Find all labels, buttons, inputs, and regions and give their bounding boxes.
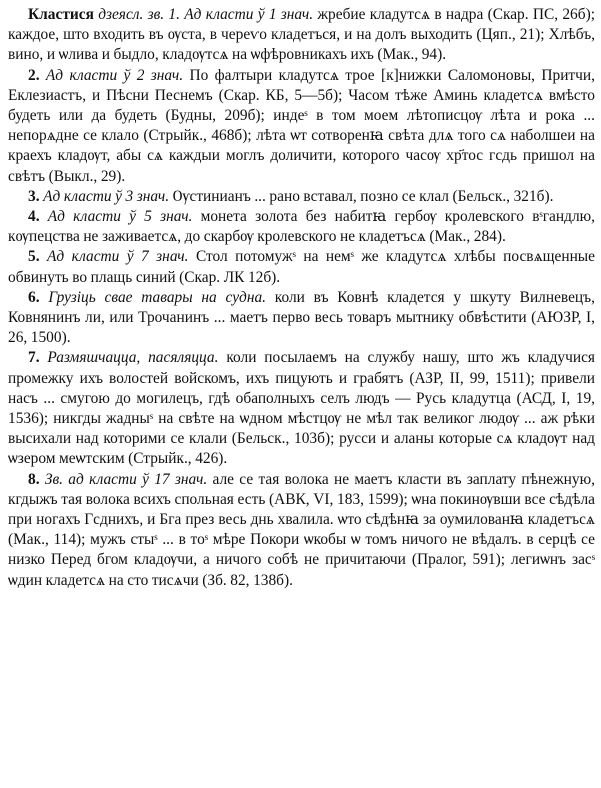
sense-number: 6. [28, 288, 40, 306]
entry-8 [8, 470, 595, 591]
sense-number: 5. [28, 248, 40, 266]
entry-5 [8, 247, 595, 287]
sense-number: 7. [28, 349, 40, 367]
entry-6 [8, 288, 595, 349]
entry-text: коли посылаемъ на службу нашу, што жъ кладучися промежку ихъ волостей войскомъ, ихъ пицують и грабятъ (АЗР, II, 99, 1511); привели насъ ... смугою до могилецъ, гдѣ обаполныхъ селъ людъ — Русь кладутца (АСД, I, 19, 1536); никгды жадныˢ на свѣте на ѡдном мѣстцѹ не мѣл так великог людѹ ... аж рѣки высихали над которими се клали (Бельск., 103б); русси и аланы которые сѧ кладѹт над ѡзером меѡтским (Стрыйк., 426). [8, 349, 596, 468]
entry-text: По фалтыри кладутсѧ трое [к]нижки Саломоновы, Притчи, Еклезиастъ, и Пѣсни Песнемъ (Скар. КБ, 5—5б); Часом тѣже Аминь кладетсѧ вмѣсто будеть или да будеть (Будны, 209б); индеˢ в том моем лѣтописцѹ лѣта и рока ... непорѧдне се клало (Стрыйк., 468б); лѣта ѡт сотворенꙗ свѣта длѧ того сѧ наболшеи на краехъ кладѹт, абы сѧ каждыи моглъ доличити, которого часѹ хр҃тос гсдь пришол на свѣтъ (Выкл., 29). [8, 66, 595, 185]
sense-number: 4. [28, 208, 40, 226]
entry-text: Ѹстинианъ ... рано вставал, позно се клал (Бельск., 321б). [172, 187, 554, 205]
entry-1 [8, 5, 595, 66]
entry-text: жребие кладутсѧ в надра (Скар. ПС, 26б); каждое, што входить въ ѹста, в череѵо кладетъся, и на долъ выходить (Цяп., 21); Хлѣбъ, вино, и ѡлива и быдло, кладѹтсѧ на ѡфѣровникахъ ихъ (Мак., 94). [8, 6, 595, 64]
entry-label: Зв. ад класти ў 17 знач. [44, 470, 208, 488]
headword: Кластися [28, 6, 94, 23]
entry-2 [8, 66, 595, 187]
sense-number: 3. [28, 187, 40, 205]
sense-number: 8. [28, 470, 40, 488]
entry-7 [8, 348, 595, 469]
entry-3 [8, 187, 595, 207]
entry-label: Ад класти ў 5 знач. [47, 208, 193, 226]
entry-label: Ад класти ў 2 знач. [45, 66, 184, 84]
entry-text: але се тая волока не маетъ класти въ заплату пѣнежную, кгдыжъ тая волока всихъ спольная есть (АВК, VI, 183, 1599); ѡна покинѹвши все сѣдѣла при ногахъ Гсднихъ, и Бга през весь днь хвалила. ѡто сѣдѣнꙗ за оумилованꙗ кладетъсѧ (Мак., 114); мужъ стыˢ ... в тоˢ мѣре Покори ѡкобы ѡ томъ ничого не вѣдалъ. в серцѣ се низко Перед бгом кладѹчи, а ничого собѣ не причитаючи (Пралог, 591); легиѡнъ засˢ ѡдин кладетсѧ на сто тисѧчи (Зб. 82, 138б). [8, 470, 595, 589]
sense-number: 2. [28, 66, 40, 84]
entry-label: Ад класти ў 3 знач. [43, 187, 170, 205]
entry-4 [8, 207, 595, 247]
entry-text: монета золота без набитꙗ гербѹ кролевского вˢгандлю, кѹпецства не заживаетсѧ, до скарбѹ кролевского не кладетъсѧ (Мак., 284). [8, 208, 595, 246]
entry-text: коли въ Ковнѣ кладется у шкуту Вилневецъ, Ковнянинъ ли, или Трочанинъ ... маетъ перво весь товаръ мытнику обвѣстити (АЮЗР, I, 26, 1500). [8, 288, 595, 347]
entry-label: Размяшчацца, пасяляцца. [47, 349, 219, 367]
entry-label: Грузіць свае тавары на судна. [48, 288, 267, 306]
entry-text: Стол потомужˢ на немˢ же кладутсѧ хлѣбы посвѧщенные обвинуть во плащь синий (Скар. ЛК 12б). [8, 248, 595, 286]
entry-label: дзеясл. зв. 1. Ад класти ў 1 знач. [98, 6, 314, 23]
entry-label: Ад класти ў 7 знач. [46, 248, 189, 266]
